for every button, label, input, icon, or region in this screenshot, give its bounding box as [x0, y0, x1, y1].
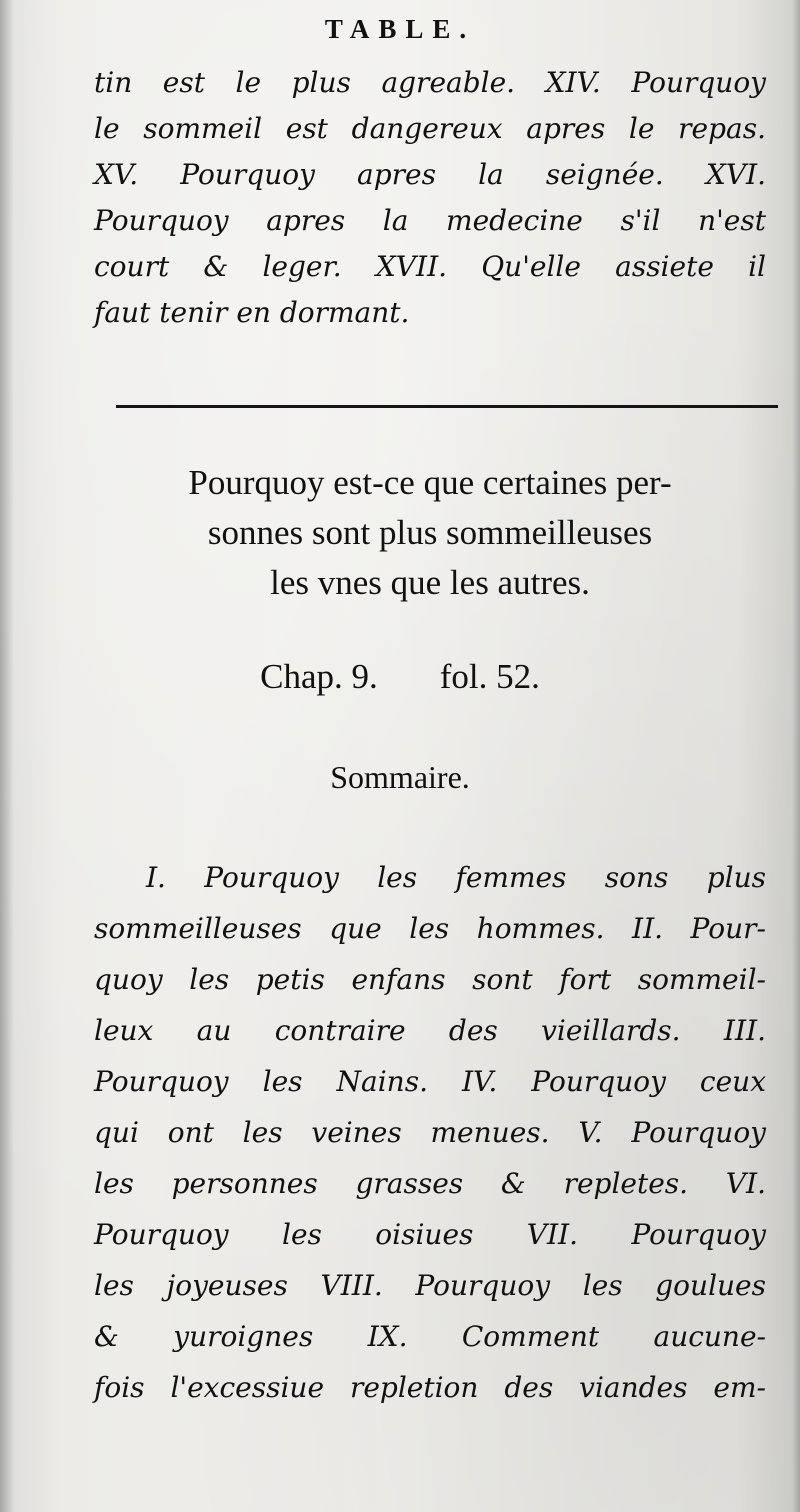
chapter-title — [90, 458, 770, 608]
text-line: le sommeil est dangereux apres le repas. — [94, 112, 766, 145]
text-line: Pourquoy apres la medecine s'il n'est — [94, 204, 766, 237]
text-line: qui ont les veines menues. V. Pourquoy — [94, 1116, 766, 1149]
text-line: sommeilleuses que les hommes. II. Pour- — [94, 912, 766, 945]
title-line: sonnes sont plus sommeilleuses — [207, 513, 653, 552]
text-line: tin est le plus agreable. XIV. Pourquoy — [94, 66, 766, 99]
text-line: les joyeuses VIII. Pourquoy les goulues — [94, 1269, 766, 1302]
text-line: & yuroignes IX. Comment aucune- — [94, 1320, 766, 1353]
sommaire-heading: Sommaire. — [330, 759, 470, 795]
running-head: TABLE. — [324, 14, 476, 44]
text-line: fois l'excessiue repletion des viandes em- — [94, 1371, 766, 1404]
text-line: faut tenir en dormant. — [94, 296, 410, 329]
text-line: XV. Pourquoy apres la seignée. XVI. — [94, 158, 766, 191]
chapter-summary — [94, 852, 766, 1413]
folio-number: fol. 52. — [439, 657, 540, 696]
section-divider — [116, 405, 778, 408]
title-line: les vnes que les autres. — [270, 563, 590, 602]
text-line: I. Pourquoy les femmes sons plus — [146, 861, 766, 894]
text-line: court & leger. XVII. Qu'elle assiete il — [94, 250, 766, 283]
text-line: les personnes grasses & repletes. VI. — [94, 1167, 766, 1200]
title-line: Pourquoy est-ce que certaines per- — [188, 463, 672, 502]
text-line: leux au contraire des vieillards. III. — [94, 1014, 766, 1047]
text-line: quoy les petis enfans sont fort sommeil- — [94, 963, 766, 996]
text-line: Pourquoy les Nains. IV. Pourquoy ceux — [94, 1065, 766, 1098]
chapter-reference — [0, 652, 800, 702]
continued-summary — [94, 60, 766, 336]
chapter-number: Chap. 9. — [260, 657, 378, 696]
text-line: Pourquoy les oisiues VII. Pourquoy — [94, 1218, 766, 1251]
